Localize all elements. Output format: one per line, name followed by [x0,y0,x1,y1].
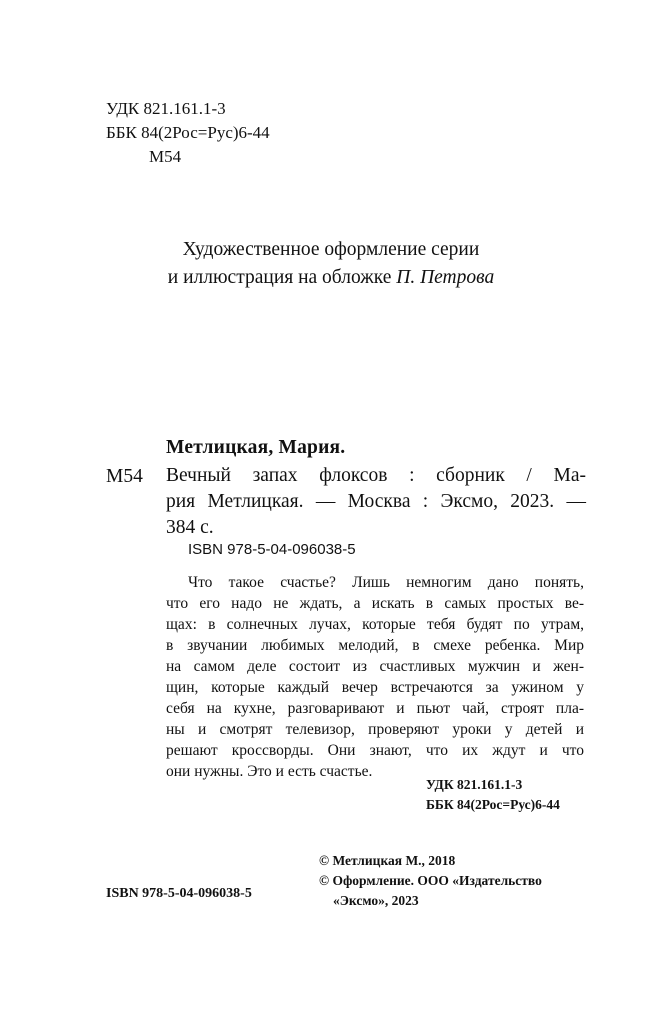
annotation-line: на самом деле состоит из счастливых мужчин и жен- [166,658,584,675]
artist-name: П. Петрова [396,267,495,288]
top-classification-codes [106,97,270,169]
copyright-line: © Метлицкая М., 2018 [319,853,456,868]
annotation-line: решают кроссворды. Они знают, что их ждут и что [166,742,584,759]
bibliographic-description [166,463,586,541]
bibliographic-line: Вечный запах флоксов : сборник / Ма- [166,465,586,486]
bottom-bbk-code: ББК 84(2Рос=Рус)6-44 [426,797,560,812]
annotation-line: щах: в солнечных лучах, которые тебя будят по утрам, [166,616,584,633]
annotation-line: Что такое счастье? Лишь немногим дано понять, [188,574,584,591]
annotation-line: они нужны. Это и есть счастье. [166,763,373,780]
bottom-classification-codes [426,775,560,815]
udk-code: УДК 821.161.1-3 [106,99,226,118]
credits-line-2 [0,264,662,292]
annotation-line: что его надо не ждать, а искать в самых простых ве- [166,595,584,612]
copyright-line: «Эксмо», 2023 [333,893,419,908]
annotation-line: в звучании любимых мелодий, в смехе ребенка. Мир [166,637,584,654]
bibliographic-line: 384 с. [166,517,214,538]
bibliographic-author-mark: М54 [106,466,143,487]
bbk-code: ББК 84(2Рос=Рус)6-44 [106,123,270,142]
annotation-paragraph [166,572,584,782]
bottom-udk-code: УДК 821.161.1-3 [426,777,523,792]
annotation-line: ны и смотрят телевизор, проверяют уроки у детей и [166,721,584,738]
design-credits [0,236,662,292]
author-mark: М54 [149,147,182,166]
credits-line-1: Художественное оформление серии [182,239,480,260]
annotation-line: себя на кухне, разговаривают и пьют чай, строят пла- [166,700,584,717]
isbn-bottom: ISBN 978-5-04-096038-5 [106,886,252,901]
credits-line-2-text: и иллюстрация на обложке [167,267,397,288]
bibliographic-line: рия Метлицкая. — Москва : Эксмо, 2023. — [166,491,586,512]
annotation-line: щин, которые каждый вечер встречаются за ужином у [166,679,584,696]
bibliographic-author: Метлицкая, Мария. [166,437,346,458]
isbn-entry: ISBN 978-5-04-096038-5 [188,541,356,558]
copyright-line: © Оформление. ООО «Издательство [319,873,542,888]
copyright-block [319,851,542,911]
